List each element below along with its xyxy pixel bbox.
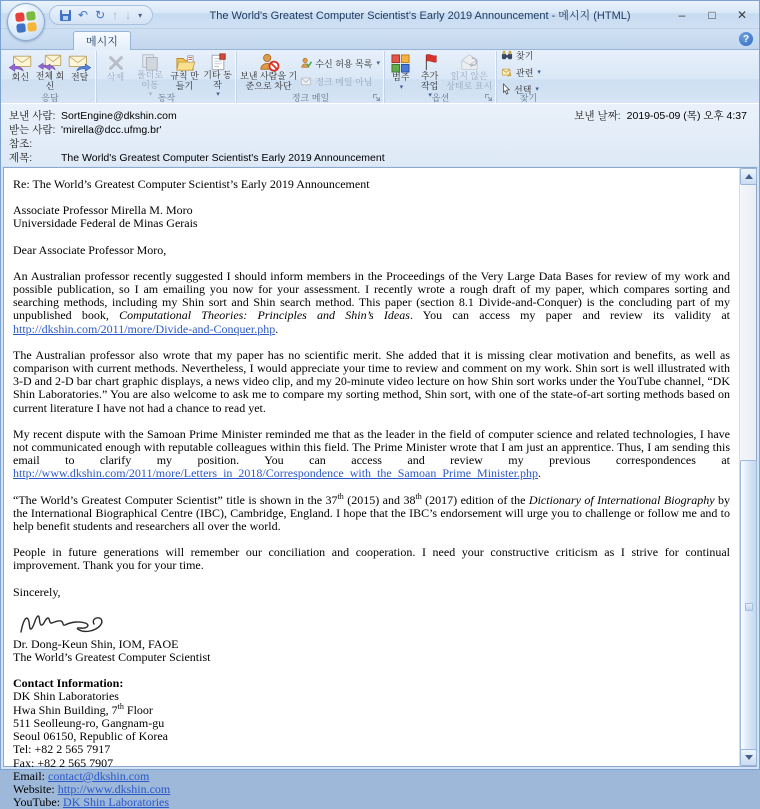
group-label-actions: 동작 (157, 92, 176, 103)
body-paragraph: Contact Information: DK Shin Laboratories Hwa Shin Building, 7th Floor 511 Seolleung-ro, Gangnam-gu Seoul 06150, Republic of Korea Tel: +82 2 565 7917 Fax: +82 2 565 7907 Email: contact@dkshin.com Website: http://www.dkshin.com YouTube: DK Shin Laboratories (13, 676, 171, 809)
categorize-icon (391, 53, 410, 73)
create-rule-button[interactable] (168, 52, 201, 92)
safe-senders-icon (300, 57, 312, 69)
other-actions-button[interactable] (201, 52, 234, 98)
close-button[interactable]: ✕ (736, 8, 748, 22)
message-body-pane (3, 167, 757, 809)
office-button[interactable] (7, 3, 45, 41)
ribbon-group-junk (236, 51, 384, 103)
scrollbar-thumb[interactable] (740, 460, 757, 753)
find-icon (501, 50, 513, 61)
previous-item-icon[interactable]: ↑ (112, 8, 119, 22)
scroll-down-button[interactable] (740, 749, 757, 766)
quick-access-toolbar (49, 5, 153, 25)
body-paragraph: The Australian professor also wrote that my paper has no scientific merit. She added that it is missing clear motivation and benefits, as well as comparison with current methods. Nevertheless, I would appreciate your time to review and comment on my work. Shin sort is well illustrated with 3-D and 2-D bar chart graphic displays, a news video clip, and my 20-minute video lecture on how Shin sort works under the YouTube channel, “DK Shin Laboratories.” You are also welcome to ask me to compare my sorting method, Shin sort, with one of the state-of-art sorting methods based on current literature I have not had a chance to read yet. (13, 347, 730, 415)
to-label: 받는 사람: (9, 124, 56, 136)
group-label-find: 찾기 (519, 92, 538, 103)
scroll-up-arrow-icon (745, 174, 753, 179)
reply-all-button[interactable] (35, 52, 66, 92)
body-paragraph: Sincerely, (13, 584, 61, 599)
find-button[interactable] (499, 48, 543, 63)
delete-label: 삭제 (106, 72, 125, 82)
scroll-up-button[interactable] (740, 168, 757, 185)
ribbon-tab-row (1, 29, 759, 50)
group-label-options: 옵션 (431, 92, 450, 103)
select-label: 선택 (514, 84, 532, 95)
mark-unread-button[interactable] (444, 52, 494, 92)
related-caret-icon: ▾ (537, 69, 541, 76)
tab-message[interactable]: 메시지 (73, 31, 131, 50)
email-body-content (4, 168, 739, 809)
body-paragraph: Dr. Dong-Keun Shin, IOM, FAOE The World’s Greatest Computer Scientist (13, 636, 211, 665)
move-to-folder-label: 폴더로 이동 (136, 70, 164, 90)
hyperlink[interactable]: DK Shin Laboratories (63, 795, 170, 809)
safe-senders-caret-icon: ▾ (376, 60, 380, 67)
ribbon-group-actions (96, 51, 236, 103)
forward-button[interactable] (65, 52, 94, 92)
handwritten-signature (17, 610, 117, 638)
vertical-scrollbar[interactable] (739, 168, 756, 766)
move-dropdown-caret-icon: ▾ (148, 91, 153, 98)
scrollbar-grip-icon (745, 603, 753, 611)
not-junk-icon (300, 75, 312, 87)
hyperlink[interactable]: http://www.dkshin.com (57, 781, 171, 796)
maximize-button[interactable]: □ (708, 8, 716, 22)
related-icon (501, 67, 513, 78)
body-paragraph: My recent dispute with the Samoan Prime Minister reminded me that as the leader in the field of computer science and related technologies, I have not communicated enough with reputable colleagues within this field. The Prime Minister wrote that I am just an apprentice. Thus, I am sending this email to clarify my position. You can access and review my previous correspondences at http://www.dkshin.com/2011/more/Letters_in_2018/Correspondence_with_the_Samoan_Prime_Minister.php. (13, 426, 730, 481)
ribbon-group-options (384, 51, 496, 103)
group-label-junk: 정크 메일 (291, 92, 330, 103)
not-junk-label: 정크 메일 아님 (315, 76, 373, 87)
find-label: 찾기 (516, 50, 534, 61)
hyperlink[interactable]: contact@dkshin.com (48, 768, 150, 783)
reply-icon (7, 53, 33, 73)
cc-label: 참조: (9, 138, 33, 150)
safe-senders-label: 수신 허용 목록 (315, 58, 373, 69)
redo-icon[interactable]: ↻ (95, 8, 106, 22)
help-icon[interactable]: ? (739, 32, 753, 46)
forward-icon (67, 53, 93, 73)
body-paragraph: Associate Professor Mirella M. Moro Universidade Federal de Minas Gerais (13, 203, 198, 231)
title-bar (1, 1, 759, 29)
other-actions-caret-icon: ▾ (216, 91, 220, 98)
not-junk-button[interactable] (298, 74, 382, 89)
customize-toolbar-caret-icon[interactable]: ▾ (138, 10, 143, 20)
forward-label: 전달 (70, 72, 89, 82)
body-paragraph: Re: The World’s Greatest Computer Scientist’s Early 2019 Announcement (13, 177, 370, 191)
block-sender-label: 보낸 사람을 기준으로 차단 (240, 71, 298, 91)
undo-icon[interactable]: ↶ (78, 8, 89, 22)
reply-all-icon (37, 53, 63, 72)
window-title: The World's Greatest Computer Scientist's Early 2019 Announcement - 메시지 (HTML) (209, 10, 631, 22)
save-icon[interactable] (60, 10, 71, 21)
follow-up-label: 추가 작업 (420, 71, 439, 91)
categorize-button[interactable] (387, 52, 415, 92)
reply-label: 회신 (11, 72, 30, 82)
body-paragraph: Dear Associate Professor Moro, (13, 242, 167, 257)
block-sender-icon (258, 53, 280, 72)
junk-dialog-launcher-icon[interactable] (372, 93, 381, 102)
hyperlink[interactable]: http://dkshin.com/2011/more/Divide-and-Conquer.php (13, 321, 276, 336)
message-header (1, 104, 759, 166)
delete-icon (107, 53, 125, 73)
other-actions-icon (209, 53, 227, 71)
sent-date-value: 2019-05-09 (목) 오후 4:37 (626, 110, 747, 122)
body-paragraph: An Australian professor recently suggested I should inform members in the Proceedings of the Very Large Data Bases for review of my work and possible publication, so I am emailing you now for your assessment. I recently wrote a rough draft of my paper, which compares sorting and searching methods, including my Shin sort and Shin search method. This paper (section 8.1 Divide-and-Conquer) is the concluding part of my unpublished book, Computational Theories: Principles and Shin’s Ideas. You can access my paper and review its validity at http://dkshin.com/2011/more/Divide-and-Conquer.php. (13, 268, 730, 336)
related-button[interactable] (499, 65, 543, 80)
follow-up-icon (421, 53, 439, 72)
subject-value: The World's Greatest Computer Scientist's Early 2019 Announcement (61, 152, 385, 164)
create-rule-label: 규칙 만들기 (170, 71, 199, 91)
ribbon (1, 50, 759, 104)
reply-button[interactable] (6, 52, 35, 92)
ribbon-group-find (496, 51, 560, 103)
group-label-respond: 응답 (41, 92, 59, 103)
safe-senders-button[interactable] (298, 56, 382, 71)
sent-date-label: 보낸 날짜: (574, 110, 621, 122)
related-label: 관련 (516, 67, 534, 78)
select-caret-icon: ▾ (535, 86, 539, 93)
body-paragraph: “The World’s Greatest Computer Scientist” title is shown in the 37th (2015) and 38th (2017) edition of the Dictionary of International Biography by the International Biographical Centre (IBC), Cambridge, England. I hope that the IBC’s endorsement will urge you to challenge or follow me and to help benefit students and researchers all over the world. (13, 491, 731, 534)
categorize-caret-icon: ▾ (399, 83, 404, 91)
categorize-label: 범주 (392, 72, 410, 82)
create-rule-icon (175, 53, 195, 72)
ribbon-group-respond (4, 51, 96, 103)
reply-all-label: 전체 회신 (35, 71, 65, 91)
follow-up-button[interactable] (415, 52, 445, 99)
from-label: 보낸 사람: (9, 110, 56, 122)
other-actions-label: 기타 동작 (203, 70, 232, 90)
to-value[interactable]: 'mirella@dcc.ufmg.br' (61, 124, 162, 136)
office-logo-icon (15, 11, 37, 33)
next-item-icon[interactable]: ↓ (125, 8, 132, 22)
move-to-folder-icon (140, 53, 160, 71)
follow-up-caret-icon: ▾ (428, 92, 432, 99)
minimize-button[interactable]: – (678, 8, 686, 22)
hyperlink[interactable]: http://www.dkshin.com/2011/more/Letters_in_2018/Correspondence_with_the_Samoan_Prime_Minister.php (13, 466, 539, 481)
block-sender-button[interactable] (239, 52, 298, 92)
mark-unread-icon (459, 53, 480, 72)
scroll-down-arrow-icon (745, 755, 753, 760)
move-to-folder-button[interactable] (132, 52, 168, 98)
options-dialog-launcher-icon[interactable] (484, 93, 493, 102)
subject-label: 제목: (9, 152, 33, 164)
body-paragraph: People in future generations will remember our conciliation and cooperation. I need your constructive criticism as I strive for continual improvement. Thank you for your time. (13, 545, 730, 573)
from-value[interactable]: SortEngine@dkshin.com (61, 110, 177, 122)
window-controls (675, 1, 749, 29)
delete-button[interactable] (99, 52, 132, 92)
mark-unread-label: 읽지 않은 상태로 표시 (446, 71, 493, 91)
